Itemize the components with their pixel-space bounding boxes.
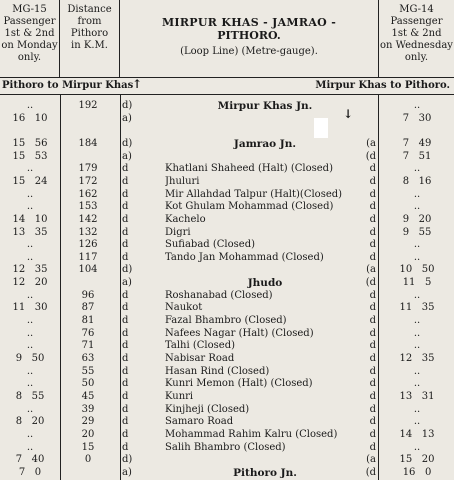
distance-cell: 29	[81, 416, 95, 428]
station-name: Kunri Memon (Halt) (Closed)	[165, 378, 313, 390]
distance-cell: 71	[81, 340, 95, 352]
flag-right: d	[369, 390, 376, 402]
flag-right: d	[369, 441, 376, 453]
arrival-left: ..	[26, 365, 34, 377]
flag-right: d	[369, 239, 376, 251]
arrival-left: ..	[26, 378, 34, 390]
arrival-right: ..	[413, 201, 421, 213]
direction-left: Pithoro to Mirpur Khas	[2, 80, 134, 91]
arrival-right: 7 51	[402, 150, 432, 162]
flag-left: d	[122, 289, 129, 301]
flag-left: d	[122, 327, 129, 339]
arrival-left: 12 35	[12, 264, 48, 276]
arrival-right: ..	[413, 416, 421, 428]
arrival-right: ..	[413, 188, 421, 200]
left-train-line: Passenger	[3, 16, 56, 27]
distance-cell: 142	[78, 213, 98, 225]
flag-right: d	[369, 340, 376, 352]
right-train-line: 1st & 2nd	[391, 28, 442, 39]
left-train-line: on Monday	[1, 40, 58, 51]
flag-left: a)	[122, 466, 132, 478]
flag-right: d	[369, 213, 376, 225]
flag-right: d	[369, 226, 376, 238]
arrival-right: 7 30	[402, 112, 432, 124]
distance-cell: 45	[81, 390, 95, 402]
flag-left: d)	[122, 264, 133, 276]
distance-cell: 184	[78, 137, 98, 149]
flag-right: d	[369, 201, 376, 213]
flag-right: d	[369, 403, 376, 415]
flag-left: d	[122, 340, 129, 352]
flag-right: d	[369, 378, 376, 390]
arrival-right: ..	[413, 239, 421, 251]
distance-cell: 162	[78, 188, 98, 200]
flag-left: d	[122, 390, 129, 402]
arrival-left: 15 56	[12, 137, 48, 149]
arrival-left: ..	[26, 100, 34, 111]
arrival-left: ..	[26, 441, 34, 453]
flag-right: (a	[366, 264, 376, 276]
flag-left: d	[122, 428, 129, 440]
distance-cell: 87	[81, 302, 95, 314]
station-name: Roshanabad (Closed)	[165, 289, 273, 301]
flag-left: d	[122, 441, 129, 453]
distance-cell: 172	[78, 175, 98, 187]
flag-left: a)	[122, 112, 132, 124]
distance-cell: 117	[78, 251, 98, 263]
flag-left: d	[122, 163, 129, 175]
flag-left: d	[122, 201, 129, 213]
arrival-right: ..	[413, 163, 421, 175]
arrival-left: ..	[26, 163, 34, 175]
arrival-right: ..	[413, 441, 421, 453]
distance-cell: 104	[78, 264, 98, 276]
distance-cell: 126	[78, 239, 98, 251]
arrival-right: 9 55	[402, 226, 432, 238]
flag-right: (d	[365, 150, 376, 162]
arrival-left: 12 20	[12, 277, 48, 289]
distance-cell: 0	[84, 454, 92, 466]
distance-cell: 63	[81, 353, 95, 364]
flag-right: d	[369, 327, 376, 339]
arrival-right: ..	[413, 100, 421, 111]
arrival-right: 8 16	[402, 175, 432, 187]
arrival-right: 16 0	[402, 466, 432, 478]
arrival-right: 7 49	[402, 137, 432, 149]
arrival-left: ..	[26, 201, 34, 213]
station-name: Hasan Rind (Closed)	[165, 365, 270, 377]
station-name: Jhudo	[247, 277, 283, 290]
station-name: Jamrao Jn.	[233, 137, 297, 150]
station-name: Jhuluri	[165, 175, 200, 187]
arrival-right: 9 20	[402, 213, 432, 225]
distance-cell: 76	[81, 327, 95, 339]
flag-right: d	[369, 428, 376, 440]
flag-right: d	[369, 289, 376, 301]
route-title	[120, 0, 378, 78]
arrival-right: ..	[413, 327, 421, 339]
arrival-left: 7 40	[15, 454, 45, 466]
station-name: Mirpur Khas Jn.	[217, 100, 313, 112]
right-train-line: on Wednesday	[380, 40, 453, 51]
left-train-line: 1st & 2nd	[4, 28, 55, 39]
left-train-line: only.	[17, 52, 42, 63]
arrival-left: 15 24	[12, 175, 48, 187]
arrival-right: 13 31	[399, 390, 435, 402]
arrival-left: 15 53	[12, 150, 48, 162]
arrival-right: 15 20	[399, 454, 435, 466]
arrival-left: 13 35	[12, 226, 48, 238]
arrival-left: ..	[26, 428, 34, 440]
arrival-left: ..	[26, 340, 34, 352]
flag-left: d	[122, 239, 129, 251]
right-train-line: Passenger	[390, 16, 443, 27]
arrival-right: 11 5	[402, 277, 432, 289]
direction-row	[0, 78, 454, 95]
flag-left: a)	[122, 277, 132, 289]
arrival-right: ..	[413, 251, 421, 263]
arrival-left: 11 30	[12, 302, 48, 314]
flag-right: d	[369, 365, 376, 377]
station-name: Pithoro Jn.	[233, 466, 297, 479]
arrival-left: 8 20	[15, 416, 45, 428]
station-name: Salih Bhambro (Closed)	[165, 441, 286, 453]
distance-line: in K.M.	[71, 40, 108, 51]
arrival-right: ..	[413, 378, 421, 390]
station-name: Kunri	[165, 390, 194, 402]
flag-left: d	[122, 403, 129, 415]
distance-cell: 179	[78, 163, 98, 175]
flag-right: d	[369, 353, 376, 364]
arrival-right: 14 13	[399, 428, 435, 440]
table-row	[0, 466, 454, 480]
distance-cell: 192	[78, 100, 98, 111]
arrival-left: ..	[26, 403, 34, 415]
arrival-left: ..	[26, 251, 34, 263]
arrival-left: ..	[26, 289, 34, 301]
arrival-left: ..	[26, 327, 34, 339]
flag-left: d	[122, 378, 129, 390]
distance-cell: 50	[81, 378, 95, 390]
arrow-down-icon: ↓	[343, 107, 354, 121]
right-train-line: MG-14	[399, 4, 434, 15]
flag-left: d	[122, 315, 129, 327]
right-train-line: only.	[404, 52, 429, 63]
distance-cell: 15	[81, 441, 95, 453]
station-name: Digri	[165, 226, 191, 238]
station-name: Samaro Road	[165, 416, 234, 428]
distance-line: Pithoro	[70, 28, 109, 39]
flag-right: d	[369, 175, 376, 187]
station-name: Mir Allahdad Talpur (Halt)(Closed)	[165, 188, 343, 200]
flag-right: d	[369, 416, 376, 428]
station-name: Fazal Bhambro (Closed)	[165, 315, 287, 327]
title-line-2: PITHORO.	[217, 29, 281, 42]
arrival-left: ..	[26, 315, 34, 327]
arrival-right: ..	[413, 315, 421, 327]
arrival-right: 12 35	[399, 353, 435, 364]
direction-right: Mirpur Khas to Pithoro.	[315, 80, 450, 91]
arrival-right: 11 35	[399, 302, 435, 314]
flag-left: d	[122, 213, 129, 225]
flag-left: d)	[122, 137, 133, 149]
arrow-up-icon: ↑	[132, 77, 143, 91]
right-train-header	[378, 0, 454, 78]
distance-cell: 39	[81, 403, 95, 415]
station-name: Tando Jan Mohammad (Closed)	[165, 251, 324, 263]
arrival-left: ..	[26, 239, 34, 251]
station-name: Naukot	[165, 302, 203, 314]
flag-left: d	[122, 365, 129, 377]
flag-left: d	[122, 302, 129, 314]
flag-left: d	[122, 353, 129, 364]
arrival-right: ..	[413, 403, 421, 415]
distance-line: Distance	[67, 4, 112, 15]
arrival-right: ..	[413, 365, 421, 377]
distance-cell: 55	[81, 365, 95, 377]
arrival-left: 14 10	[12, 213, 48, 225]
distance-line: from	[77, 16, 102, 27]
station-name: Kinjheji (Closed)	[165, 403, 250, 415]
distance-cell: 132	[78, 226, 98, 238]
distance-cell: 20	[81, 428, 95, 440]
title-line-1: MIRPUR KHAS - JAMRAO -	[161, 16, 337, 29]
title-line-3: (Loop Line) (Metre-gauge).	[180, 46, 318, 57]
distance-header	[60, 0, 120, 78]
station-name: Khatlani Shaheed (Halt) (Closed)	[165, 163, 333, 175]
flag-left: d	[122, 188, 129, 200]
flag-right: (d	[365, 466, 376, 478]
flag-right: (d	[365, 277, 376, 289]
arrival-left: 16 10	[12, 112, 48, 124]
arrival-left: 9 50	[15, 353, 45, 364]
flag-right: d	[369, 188, 376, 200]
flag-right: (a	[366, 137, 376, 149]
station-name: Kachelo	[165, 213, 206, 225]
distance-cell: 81	[81, 315, 95, 327]
flag-left: d)	[122, 454, 133, 466]
flag-left: a)	[122, 150, 132, 162]
flag-right: d	[369, 163, 376, 175]
distance-cell: 96	[81, 289, 95, 301]
flag-right: d	[369, 315, 376, 327]
flag-right: d	[369, 251, 376, 263]
left-train-header	[0, 0, 60, 78]
arrival-right: ..	[413, 289, 421, 301]
arrival-left: 8 55	[15, 390, 45, 402]
arrival-left: 7 0	[18, 466, 42, 478]
station-name: Kot Ghulam Mohammad (Closed)	[165, 201, 334, 213]
flag-left: d	[122, 251, 129, 263]
flag-right: d	[369, 302, 376, 314]
station-name: Mohammad Rahim Kalru (Closed)	[165, 428, 338, 440]
station-name: Sufiabad (Closed)	[165, 239, 255, 251]
station-name: Nafees Nagar (Halt) (Closed)	[165, 327, 314, 339]
flag-left: d	[122, 416, 129, 428]
arrival-right: ..	[413, 340, 421, 352]
arrival-left: ..	[26, 188, 34, 200]
distance-cell: 153	[78, 201, 98, 213]
arrival-right: 10 50	[399, 264, 435, 276]
left-train-line: MG-15	[12, 4, 47, 15]
station-name: Nabisar Road	[165, 353, 235, 364]
flag-right: (a	[366, 454, 376, 466]
flag-left: d	[122, 226, 129, 238]
flag-left: d)	[122, 100, 133, 111]
flag-left: d	[122, 175, 129, 187]
station-name: Talhi (Closed)	[165, 340, 235, 352]
